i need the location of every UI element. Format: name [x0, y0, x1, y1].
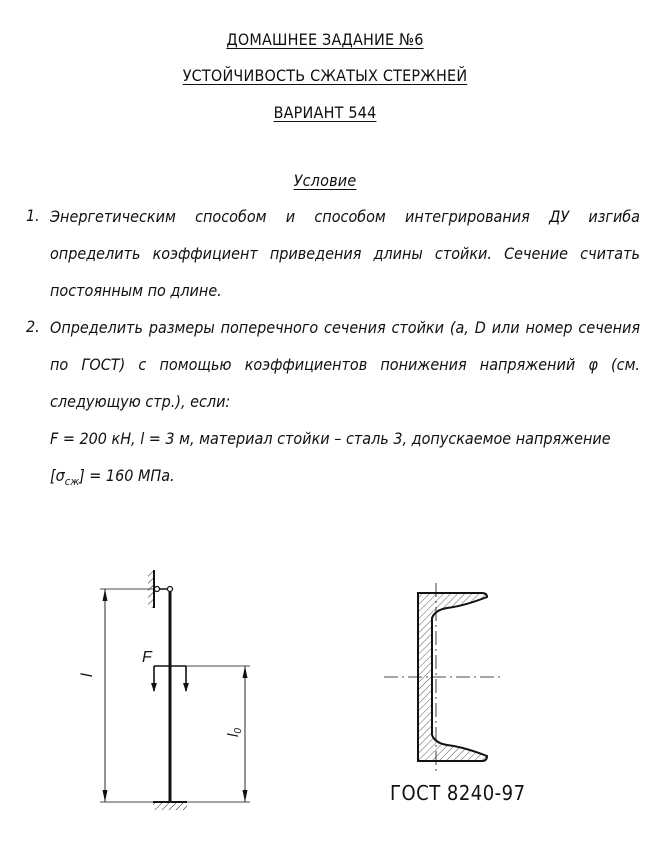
task-2-params: F = 200 кН, l = 3 м, материал стойки – сталь 3, допускаемое напряжение	[50, 429, 611, 448]
dim-l-arrow-top	[103, 589, 108, 601]
force-label: F	[142, 649, 152, 666]
dim-l0-arrow-top	[243, 666, 248, 678]
dim-l-arrow-bottom	[103, 790, 108, 802]
load-arrowhead-left	[151, 683, 157, 692]
dim-l0-letter: l	[225, 733, 242, 737]
stress-suffix: ] = 160 МПа.	[79, 466, 175, 485]
channel-section	[370, 575, 530, 775]
dim-l0-label	[225, 728, 244, 737]
allowable-stress	[50, 457, 175, 500]
channel-profile	[418, 593, 487, 761]
task-2-number: 2.	[26, 317, 40, 336]
hinge-right	[168, 587, 173, 592]
variant-number: ВАРИАНТ 544	[273, 103, 377, 122]
dim-l0-subscript: 0	[233, 728, 244, 734]
stress-subscript: сж	[64, 475, 80, 488]
task-1-text: Энергетическим способом и способом интегрирования ДУ изгиба определить коэффициент приведения длины стойки. Сечение считать постоянным по длине.	[50, 207, 640, 300]
load-arrowhead-right	[183, 683, 189, 692]
task-2-text: Определить размеры поперечного сечения стойки (a, D или номер сечения по ГОСТ) с помощью коэффициентов понижения напряжений φ (см. следующую стр.), если:	[50, 318, 640, 411]
assignment-title: ДОМАШНЕЕ ЗАДАНИЕ №6	[226, 30, 424, 49]
base-hatch	[153, 803, 187, 810]
dim-l0-arrow-bottom	[243, 790, 248, 802]
section-heading: Условие	[293, 171, 357, 190]
strut-scheme	[70, 555, 280, 825]
task-1-number: 1.	[26, 206, 40, 225]
stress-prefix: [σ	[50, 466, 65, 485]
hinge-left	[155, 587, 160, 592]
dim-l-label: l	[79, 673, 96, 677]
gost-label: ГОСТ 8240-97	[390, 781, 526, 805]
assignment-topic: УСТОЙЧИВОСТЬ СЖАТЫХ СТЕРЖНЕЙ	[182, 66, 468, 85]
